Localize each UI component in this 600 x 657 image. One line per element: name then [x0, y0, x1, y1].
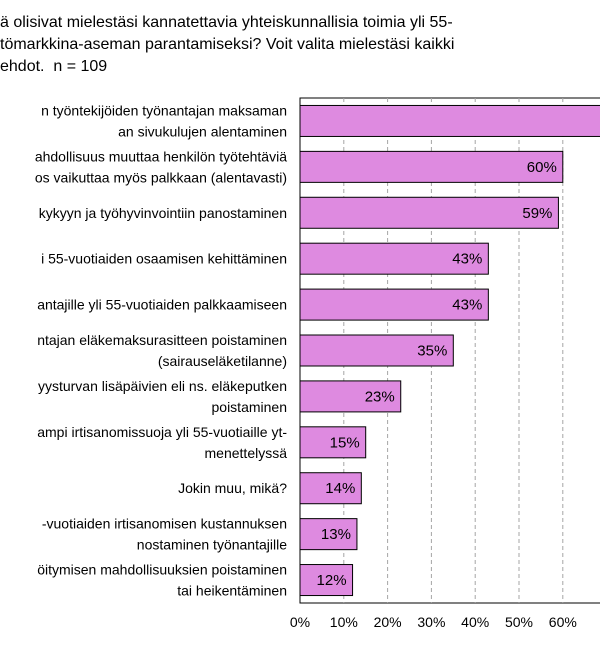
category-label: nostaminen työnantajille — [136, 536, 287, 553]
category-label: tai heikentäminen — [177, 582, 287, 599]
chart-title: ä olisivat mielestäsi kannatettavia yhteiskunnallisia toimia yli 55- tömarkkina-aseman parantamiseksi? Voit valita mielestäsi kaikki ehdot. n = 109 — [0, 14, 455, 75]
category-label: os vaikuttaa myös palkkaan (alentavasti) — [34, 169, 287, 186]
category-label: (sairauseläketilanne) — [157, 353, 287, 369]
x-tick-label: 0% — [289, 614, 311, 630]
category-label: an sivukulujen alentaminen — [118, 123, 287, 140]
category-label: yysturvan lisäpäivien eli ns. eläkeputken — [37, 377, 287, 394]
category-label: öitymisen mahdollisuuksien poistaminen — [37, 561, 287, 578]
category-label: ahdollisuus muuttaa henkilön työtehtäviä — [34, 148, 287, 165]
data-label: 60% — [526, 158, 557, 176]
bar — [300, 151, 563, 182]
x-tick-label: 30% — [417, 614, 446, 630]
category-label: kykyyn ja työhyvinvointiin panostaminen — [38, 204, 287, 221]
x-tick-label: 50% — [504, 614, 534, 630]
data-label: 12% — [316, 572, 347, 590]
category-label: poistaminen — [211, 398, 287, 415]
data-label: 13% — [320, 526, 351, 544]
x-tick-label: 10% — [329, 614, 358, 630]
category-label: ntajan eläkemaksurasitteen poistaminen — [37, 332, 287, 348]
data-label: 23% — [364, 388, 395, 406]
data-label: 35% — [417, 342, 448, 360]
data-label: 59% — [522, 204, 553, 222]
category-label: n työntekijöiden työnantajan maksaman — [41, 102, 287, 119]
data-label: 14% — [325, 480, 356, 498]
category-label: menettelyssä — [204, 444, 287, 461]
data-label: 15% — [329, 434, 360, 452]
bar — [300, 105, 600, 136]
x-tick-label: 20% — [373, 614, 402, 630]
data-label: 43% — [452, 250, 483, 268]
data-label: 43% — [452, 296, 483, 314]
category-label: i 55-vuotiaiden osaamisen kehittäminen — [41, 250, 287, 267]
category-label: -vuotiaiden irtisanomisen kustannuksen — [41, 515, 287, 532]
category-label: Jokin muu, mikä? — [178, 480, 287, 497]
x-tick-label: 60% — [548, 614, 577, 630]
bar — [300, 197, 558, 228]
x-tick-label: 40% — [461, 614, 490, 630]
category-label: antajille yli 55-vuotiaiden palkkaamiseen — [37, 296, 287, 313]
category-label: ampi irtisanomissuoja yli 55-vuotiaille yt- — [37, 423, 287, 440]
